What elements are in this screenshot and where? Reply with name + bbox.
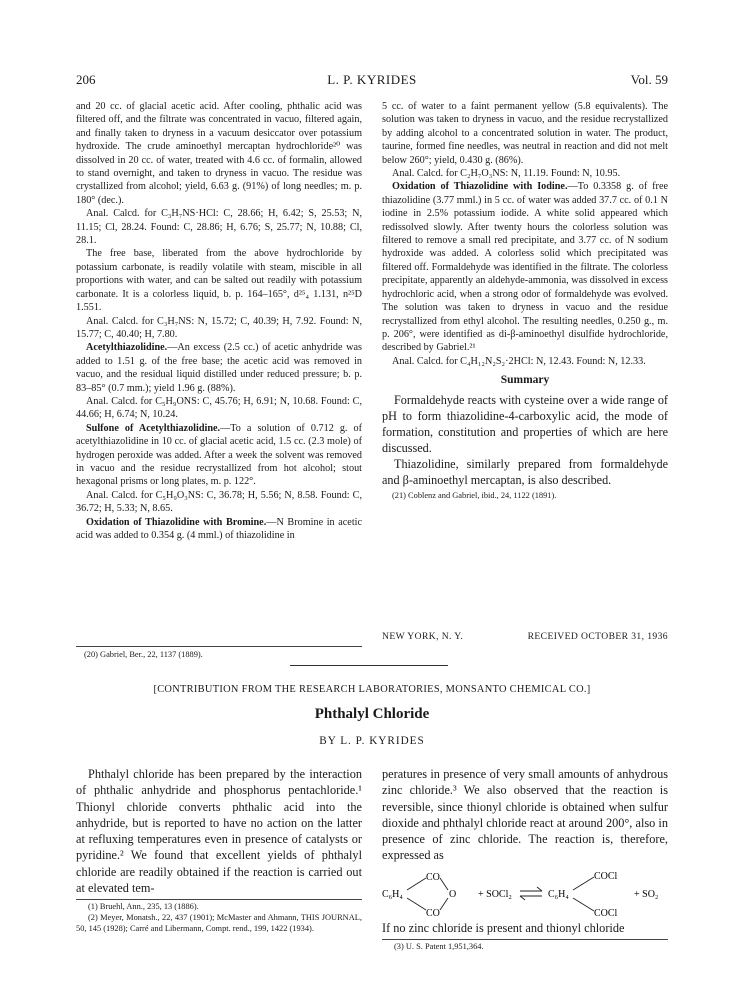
analysis-paragraph: Anal. Calcd. for C₂H₇O₃NS: N, 11.19. Found: N, 10.95. [392,168,621,180]
summary-heading: Summary [500,374,550,387]
section-paragraph [76,341,362,395]
analysis-paragraph: Anal. Calcd. for C₅H₉ONS: C, 45.76; H, 6.91; N, 10.68. Found: C, 44.66; H, 6.74; N, 10.24. [76,395,362,421]
left-column-top [76,100,362,542]
paragraph: If no zinc chloride is present and thionyl chloride [382,920,625,935]
analysis-paragraph: Anal. Calcd. for C₃H₇NS·HCl: C, 28.66; H, 6.42; S, 25.53; N, 11.15; Cl, 28.24. Found: C, 28.86; H, 6.76; S, 25.77; N, 10.88; Cl, 28.1. [76,208,362,247]
section-paragraph [76,516,362,543]
summary [382,392,668,488]
section-text: —N Bromine in acetic acid was added to 0.354 g. (4 mml.) of thiazolidine in [76,516,363,541]
received-location: NEW YORK, N. Y. [382,631,464,642]
footnote-rule [382,939,668,940]
section-text: —To 0.3358 g. of free thiazolidine (3.77 mml.) in 5 cc. of water was added 37.7 cc. of 0.1 N iodine in 2.5% potassium iodide. A white solid appeared which redissolved slowly. After twenty hours the colorless solution was filtered to remove a small red precipitate, and 3.77 cc. of N sodium hydroxide was added. A colorless solid which precipitated was filtered off. Formaldehyde was identified in the filtrate. The colorless precipitate, apparently an aldehyde-ammonia, was dissolved in excess hydrochloric acid, when a strong odor of formaldehyde was evolved. The solution was taken to dryness in vacuo and the residue recrystallized from ethyl alcohol. The resulting needles, 0.250 g., m. p. 206°, were identified as di-β-aminoethyl disulfide hydrochloride, described by Gabriel.²¹ [382,181,668,354]
eq-left-ring: C₆H₄ [382,888,403,900]
reaction-equation [382,866,668,920]
article-right-column [382,766,668,953]
eq-co-top: CO [426,871,440,883]
section-heading: Oxidation of Thiazolidine with Bromine. [86,516,267,528]
paragraph: The free base, liberated from the above hydrochloride by potassium carbonate, is readily volatile with steam, miscible in all proportions with water, and can be salted out readily with potassium carbonate. It is a colorless liquid, b. p. 164–165°, d²⁵₄ 1.131, n²⁵D 1.551. [76,248,362,314]
eq-right-ring: C₆H₄ [548,888,569,900]
running-head-author: L. P. KYRIDES [327,72,417,87]
paragraph: and 20 cc. of glacial acetic acid. After cooling, phthalic acid was filtered off, and the filtrate was concentrated in vacuo, filtered again, and finally taken to dryness in a vacuum desiccator over potassium hydroxide. The crude aminoethyl mercaptan hydrochloride²⁰ was dissolved in 20 cc. of water, treated with 4.6 cc. of formalin, allowed to stand overnight, and taken to dryness in vacuo. The residue was crystallized from alcohol; yield, 6.63 g. (91%) of long needles; m. p. 180° (dec.). [76,101,362,206]
right-column-top [382,100,668,501]
footnote-3: (3) U. S. Patent 1,951,364. [394,942,484,952]
section-paragraph [382,180,668,354]
contribution-line: [CONTRIBUTION FROM THE RESEARCH LABORATORIES, MONSANTO CHEMICAL CO.] [153,684,591,695]
volume-number: Vol. 59 [630,72,668,87]
footnote-20: (20) Gabriel, Ber., 22, 1137 (1889). [84,650,203,659]
eq-cocl-bottom: COCl [594,907,618,919]
article-divider [290,665,448,666]
footnote-rule [76,646,362,647]
footnote-2: (2) Meyer, Monatsh., 22, 437 (1901); McMaster and Ahmann, THIS JOURNAL, 50, 145 (1928); Carré and Libermann, Compt. rend., 199, 1422 (1934). [76,912,362,933]
article-left-column [76,766,362,934]
eq-o-bridge: O [449,888,457,900]
section-heading: Acetylthiazolidine. [86,342,168,354]
received-date: RECEIVED OCTOBER 31, 1936 [527,631,668,642]
footnote-rule [76,899,362,900]
analysis-paragraph: Anal. Calcd. for C₅H₉O₃NS: C, 36.78; H, 5.56; N, 8.58. Found: C, 36.72; H, 5.33; N, 8.65. [76,489,362,515]
running-head [76,72,668,88]
article-title: Phthalyl Chloride [314,706,430,722]
section-text: —An excess (2.5 cc.) of acetic anhydride was added to 1.51 g. of the free base; the acetic acid was removed in vacuo, and the residual liquid distilled under reduced pressure; b. p. 83–85° (0.7 mm.); yield 1.96 g. (88%). [76,342,362,394]
analysis-paragraph: Anal. Calcd. for C₃H₇NS: N, 15.72; C, 40.39; H, 7.92. Found: N, 15.77; C, 40.40; H, 7.80. [76,315,362,340]
section-text: —To a solution of 0.712 g. of acetylthiazolidine in 10 cc. of glacial acetic acid, 1.5 cc. (2.3 mole) of hydrogen peroxide was added. After a week the solvent was removed in vacuo and the residue recrystallized from hot alcohol; stout hexagonal prisms or long plates, m. p. 122°. [76,422,362,488]
paragraph: Phthalyl chloride has been prepared by the interaction of phthalic anhydride and phosphorus pentachloride.¹ Thionyl chloride converts phthalic acid into the anhydride, but is reported to have no action on the latter at refluxing temperatures even in presence of catalysts or pyridine.² We found that excellent yields of phthalyl chloride are readily obtained if the reaction is carried out at elevated tem- [76,767,362,896]
eq-product: + SO₂ [634,888,659,900]
summary-paragraph: Thiazolidine, similarly prepared from formaldehyde and β-aminoethyl mercaptan, is also described. [382,456,668,487]
section-heading: Sulfone of Acetylthiazolidine. [86,422,221,434]
footnote [76,650,362,661]
equation-graphic [382,866,668,920]
byline: BY L. P. KYRIDES [319,735,425,747]
section-heading: Oxidation of Thiazolidine with Iodine. [392,181,568,193]
footnote-1: (1) Bruehl, Ann., 235, 13 (1886). [88,902,199,912]
summary-paragraph: Formaldehyde reacts with cysteine over a wide range of pH to form thiazolidine-4-carboxylic acid, the mode of formation, constitution and properties of which are here discussed. [382,392,668,455]
eq-cocl-top: COCl [594,870,618,882]
eq-reagent: + SOCl₂ [478,888,512,900]
section-paragraph [76,422,362,489]
paragraph: peratures in presence of very small amounts of anhydrous zinc chloride.³ We also observed that the reaction is reversible, since thionyl chloride is obtained when sulfur dioxide and phthalyl chloride react at around 200°, also in presence of zinc chloride. The reaction is, therefore, expressed as [382,767,668,863]
paragraph: 5 cc. of water to a faint permanent yellow (5.8 equivalents). The solution was taken to dryness in vacuo, and the residue recrystallized by adding alcohol to a concentrated solution in water. The product, taurine, formed fine needles, was neutral in reaction and did not melt below 260°; yield, 0.430 g. (86%). [382,101,668,166]
eq-co-bottom: CO [426,907,440,919]
analysis-paragraph: Anal. Calcd. for C₄H₁₂N₂S₂·2HCl: N, 12.43. Found: N, 12.33. [392,355,646,367]
page-number: 206 [76,72,96,87]
footnote-21: (21) Coblenz and Gabriel, ibid., 24, 1122 (1891). [392,490,557,500]
